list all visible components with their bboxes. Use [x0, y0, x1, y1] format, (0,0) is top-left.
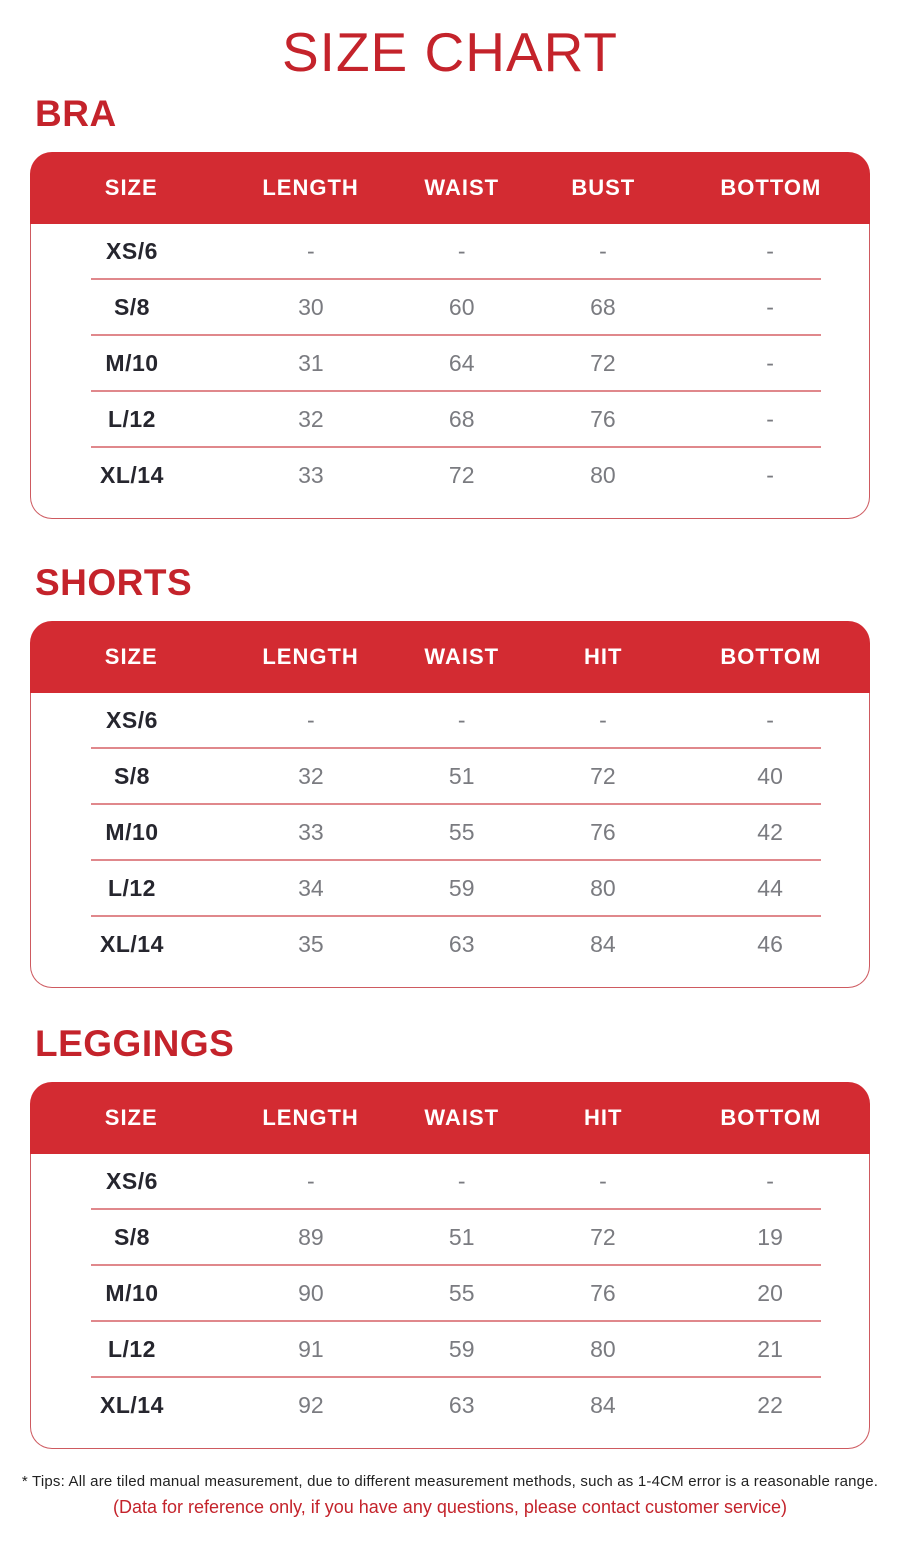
- value-cell: 72: [590, 350, 616, 377]
- value-cell: -: [766, 406, 774, 433]
- column-header: BOTTOM: [720, 1104, 822, 1130]
- column-header: SIZE: [104, 174, 158, 200]
- column-header: SIZE: [104, 1104, 158, 1130]
- value-cell: 42: [757, 819, 783, 846]
- value-cell: 22: [757, 1392, 783, 1419]
- column-header: HIT: [584, 643, 623, 669]
- table-row: [31, 280, 869, 336]
- table-row: [31, 1154, 869, 1210]
- column-header: LENGTH: [262, 174, 359, 200]
- table-row: [31, 805, 869, 861]
- value-cell: -: [599, 707, 607, 734]
- value-cell: 63: [448, 931, 475, 958]
- value-cell: 44: [757, 875, 783, 902]
- table-body: [30, 224, 870, 519]
- table-row: [31, 1378, 869, 1434]
- table-row: [31, 1322, 869, 1378]
- table-row: [31, 392, 869, 448]
- value-cell: 21: [757, 1336, 783, 1363]
- value-cell: 68: [590, 294, 616, 321]
- value-cell: -: [766, 238, 774, 265]
- column-header: WAIST: [424, 643, 500, 669]
- table-row: [31, 749, 869, 805]
- value-cell: 30: [298, 294, 324, 321]
- value-cell: 19: [757, 1224, 783, 1251]
- value-cell: -: [766, 462, 774, 489]
- value-cell: 91: [298, 1336, 324, 1363]
- value-cell: 68: [448, 406, 475, 433]
- section-shorts: [30, 563, 870, 988]
- table-header-row: [30, 621, 870, 693]
- table-row: [31, 1210, 869, 1266]
- table-body: [30, 693, 870, 988]
- section-leggings: [30, 1024, 870, 1449]
- size-cell: M/10: [105, 350, 159, 377]
- size-cell: XL/14: [100, 931, 164, 958]
- size-cell: XL/14: [100, 462, 164, 489]
- value-cell: 80: [590, 462, 616, 489]
- value-cell: 32: [298, 406, 324, 433]
- value-cell: 84: [590, 931, 616, 958]
- column-header: BOTTOM: [720, 643, 822, 669]
- value-cell: 34: [298, 875, 324, 902]
- section-bra: [30, 94, 870, 519]
- value-cell: -: [307, 1168, 315, 1195]
- value-cell: -: [307, 238, 315, 265]
- value-cell: 32: [298, 763, 324, 790]
- value-cell: -: [457, 707, 466, 734]
- value-cell: 64: [448, 350, 475, 377]
- value-cell: -: [599, 238, 607, 265]
- table-row: [31, 224, 869, 280]
- table-body: [30, 1154, 870, 1449]
- table-row: [31, 448, 869, 504]
- size-cell: XS/6: [106, 238, 158, 265]
- page-title: SIZE CHART: [282, 21, 618, 83]
- table-row: [31, 861, 869, 917]
- size-cell: M/10: [105, 1280, 159, 1307]
- value-cell: 46: [757, 931, 783, 958]
- value-cell: 76: [590, 819, 616, 846]
- table-row: [31, 693, 869, 749]
- value-cell: 90: [298, 1280, 324, 1307]
- value-cell: -: [766, 294, 774, 321]
- value-cell: 51: [448, 1224, 475, 1251]
- size-cell: S/8: [113, 763, 150, 790]
- size-cell: S/8: [113, 1224, 150, 1251]
- size-cell: M/10: [105, 819, 159, 846]
- value-cell: -: [307, 707, 315, 734]
- size-cell: L/12: [107, 406, 156, 433]
- value-cell: 55: [448, 819, 475, 846]
- value-cell: 33: [298, 462, 324, 489]
- value-cell: 33: [298, 819, 324, 846]
- value-cell: -: [766, 707, 774, 734]
- value-cell: -: [457, 1168, 466, 1195]
- table-header-row: [30, 152, 870, 224]
- value-cell: 31: [298, 350, 324, 377]
- column-header: WAIST: [424, 1104, 500, 1130]
- value-cell: 84: [590, 1392, 616, 1419]
- value-cell: 76: [590, 1280, 616, 1307]
- value-cell: 72: [590, 763, 616, 790]
- section-title: BRA: [35, 92, 117, 134]
- value-cell: 72: [590, 1224, 616, 1251]
- column-header: BUST: [571, 174, 636, 200]
- value-cell: 35: [298, 931, 324, 958]
- size-table: [30, 152, 870, 519]
- value-cell: 80: [590, 875, 616, 902]
- value-cell: 92: [298, 1392, 324, 1419]
- table-row: [31, 336, 869, 392]
- size-cell: L/12: [107, 875, 156, 902]
- value-cell: 80: [590, 1336, 616, 1363]
- column-header: SIZE: [104, 643, 158, 669]
- value-cell: -: [766, 350, 774, 377]
- value-cell: 72: [448, 462, 475, 489]
- value-cell: -: [599, 1168, 607, 1195]
- value-cell: 51: [448, 763, 475, 790]
- size-cell: XS/6: [106, 1168, 158, 1195]
- size-cell: S/8: [113, 294, 150, 321]
- column-header: BOTTOM: [720, 174, 822, 200]
- value-cell: 20: [757, 1280, 783, 1307]
- column-header: LENGTH: [262, 643, 359, 669]
- value-cell: 59: [448, 875, 475, 902]
- footer: [0, 1473, 900, 1518]
- value-cell: 63: [448, 1392, 475, 1419]
- value-cell: 76: [590, 406, 616, 433]
- section-title: LEGGINGS: [35, 1022, 235, 1064]
- column-header: LENGTH: [262, 1104, 359, 1130]
- value-cell: -: [766, 1168, 774, 1195]
- column-header: HIT: [584, 1104, 623, 1130]
- table-header-row: [30, 1082, 870, 1154]
- size-sections: [0, 94, 900, 1449]
- table-row: [31, 917, 869, 973]
- table-row: [31, 1266, 869, 1322]
- value-cell: -: [457, 238, 466, 265]
- size-table: [30, 621, 870, 988]
- size-cell: XS/6: [106, 707, 158, 734]
- size-table: [30, 1082, 870, 1449]
- value-cell: 55: [448, 1280, 475, 1307]
- value-cell: 59: [448, 1336, 475, 1363]
- column-header: WAIST: [424, 174, 500, 200]
- reference-note: (Data for reference only, if you have any questions, please contact customer service): [113, 1496, 787, 1517]
- value-cell: 60: [448, 294, 475, 321]
- value-cell: 89: [298, 1224, 324, 1251]
- value-cell: 40: [757, 763, 783, 790]
- tips-note: * Tips: All are tiled manual measurement, due to different measurement methods, such as 1-4CM error is a reasonable range.: [21, 1472, 879, 1490]
- section-title: SHORTS: [35, 561, 193, 603]
- size-cell: XL/14: [100, 1392, 164, 1419]
- size-cell: L/12: [107, 1336, 156, 1363]
